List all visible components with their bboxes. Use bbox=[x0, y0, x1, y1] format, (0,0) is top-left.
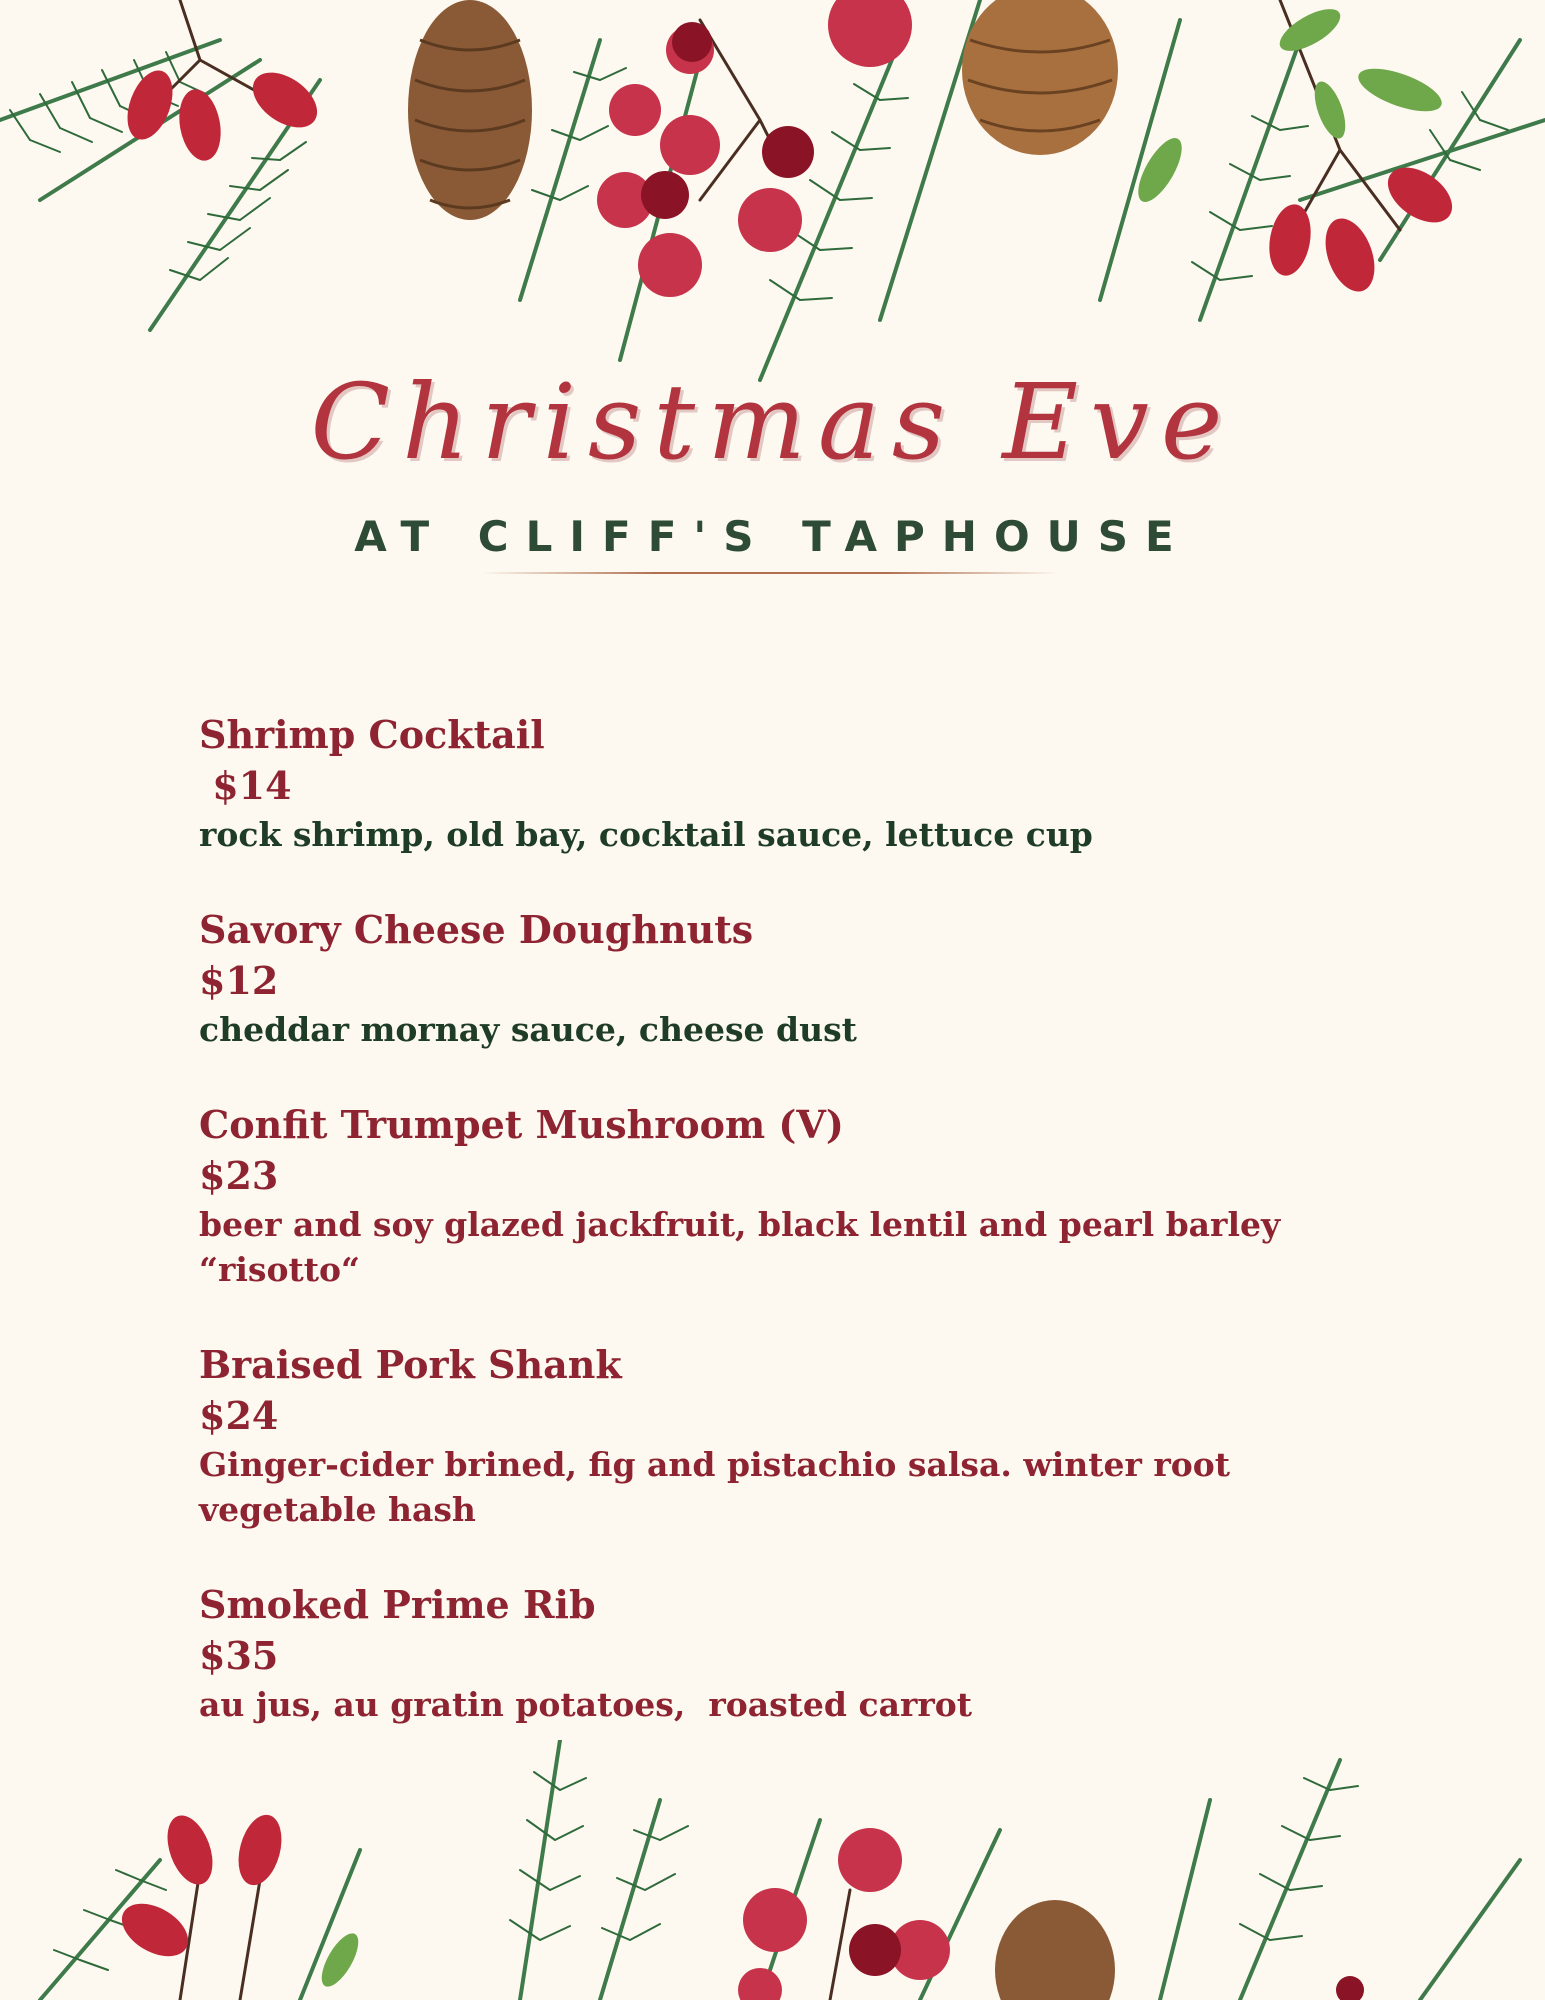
title-divider bbox=[480, 572, 1060, 574]
item-name: Smoked Prime Rib bbox=[199, 1582, 596, 1627]
page-title: Christmas Eve bbox=[310, 361, 1235, 483]
menu-item-smoked-prime-rib bbox=[199, 1580, 1359, 1727]
item-price: $23 bbox=[199, 1153, 279, 1198]
menu-list bbox=[199, 710, 1359, 1775]
item-price: $12 bbox=[199, 958, 279, 1003]
item-price: $24 bbox=[199, 1393, 279, 1438]
top-pine-garland bbox=[0, 0, 1545, 390]
item-description: beer and soy glazed jackfruit, black lentil and pearl barley “risotto“ bbox=[199, 1205, 1281, 1289]
item-name: Braised Pork Shank bbox=[199, 1342, 622, 1387]
menu-item-braised-pork-shank bbox=[199, 1340, 1359, 1532]
pinecone-left bbox=[408, 0, 532, 220]
menu-item-shrimp-cocktail bbox=[199, 710, 1359, 857]
menu-item-savory-cheese-doughnuts bbox=[199, 905, 1359, 1052]
item-description: Ginger-cider brined, fig and pistachio salsa. winter root vegetable hash bbox=[199, 1445, 1231, 1529]
bottom-pine-garland bbox=[0, 1740, 1545, 2000]
menu-item-confit-trumpet-mushroom bbox=[199, 1100, 1359, 1292]
item-name: Confit Trumpet Mushroom (V) bbox=[199, 1102, 844, 1147]
item-price: $35 bbox=[199, 1633, 279, 1678]
pinecone-right bbox=[962, 0, 1118, 155]
item-description: rock shrimp, old bay, cocktail sauce, lettuce cup bbox=[199, 815, 1093, 854]
item-price: $14 bbox=[199, 763, 292, 808]
item-description: au jus, au gratin potatoes, roasted carrot bbox=[199, 1685, 972, 1724]
item-description: cheddar mornay sauce, cheese dust bbox=[199, 1010, 857, 1049]
item-name: Shrimp Cocktail bbox=[199, 712, 545, 757]
item-name: Savory Cheese Doughnuts bbox=[199, 907, 754, 952]
pinecone-bottom bbox=[995, 1900, 1115, 2000]
page-subtitle: AT CLIFF'S TAPHOUSE bbox=[354, 512, 1191, 561]
